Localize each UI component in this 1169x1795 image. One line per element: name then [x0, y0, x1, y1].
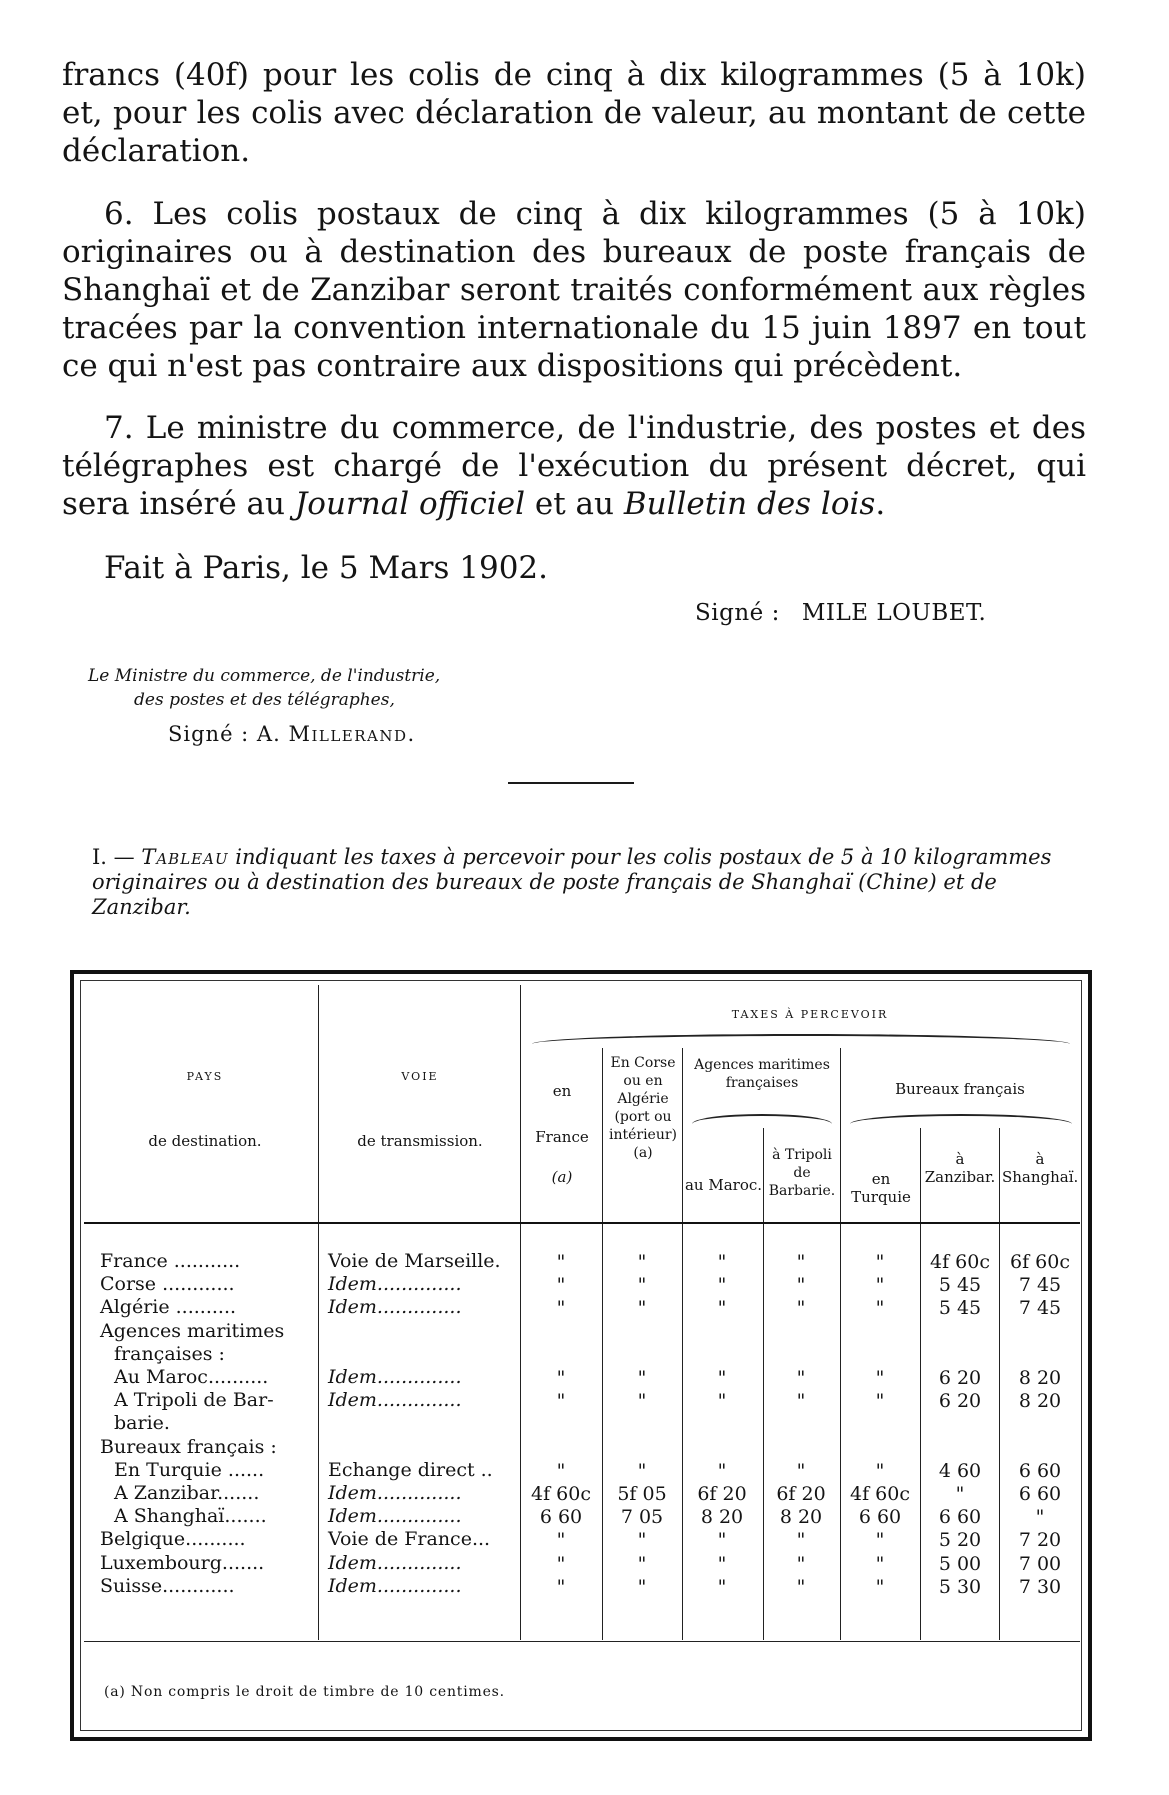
row-label: Au Maroc..........: [114, 1366, 269, 1388]
table-cell: ": [556, 1297, 566, 1320]
table-cell: ": [796, 1274, 806, 1297]
table-cell: 5 00: [938, 1552, 982, 1575]
table-cell: ": [875, 1297, 885, 1320]
table-cell: ": [717, 1274, 727, 1297]
table-cell: 6 60: [1018, 1459, 1062, 1482]
table-cell: 8 20: [779, 1506, 823, 1529]
table-cell: 6 60: [539, 1506, 583, 1529]
table-cell: ": [556, 1459, 566, 1482]
table-cell: 7 00: [1018, 1552, 1062, 1575]
row-label: françaises :: [114, 1342, 225, 1365]
table-cell: ": [556, 1274, 566, 1297]
table-cell: 8 20: [1018, 1390, 1062, 1413]
table-cell: ": [875, 1459, 885, 1482]
col-divider-pays: [318, 985, 319, 1640]
header-maroc: au Maroc.: [684, 1176, 763, 1194]
header-pays-sub: de destination.: [148, 1132, 262, 1150]
table-cell: ": [875, 1274, 885, 1297]
table-cell: ": [796, 1459, 806, 1482]
table-cell: ": [637, 1274, 647, 1297]
table-cell: ": [556, 1251, 566, 1273]
table-cell: 6 20: [938, 1367, 982, 1389]
table-cell: 4f 60c: [930, 1251, 990, 1273]
separator-rule: [508, 782, 634, 784]
row-label: Corse ............: [100, 1273, 235, 1296]
article-7-text-a: 7. Le ministre du commerce, de l'industrie, des postes et des télégraphes est chargé de l'exécution du présent décret, qui sera inséré au: [62, 410, 1086, 522]
table-cell: ": [875, 1529, 885, 1552]
president-signature: [695, 600, 986, 626]
table-cell: ": [637, 1552, 647, 1575]
table-cell: ": [717, 1390, 727, 1413]
header-bottom-rule: [84, 1222, 1080, 1224]
header-france-note: (a): [551, 1168, 573, 1186]
table-cell: ": [796, 1251, 806, 1273]
minister-name: Millerand.: [288, 722, 416, 746]
row-voie: Idem..............: [328, 1574, 462, 1597]
row-label: En Turquie ......: [114, 1458, 265, 1481]
president-name: MILE LOUBET.: [801, 600, 987, 626]
table-cell: 7 30: [1018, 1575, 1062, 1598]
table-cell: ": [637, 1390, 647, 1413]
table-word: Tableau: [141, 845, 229, 869]
table-cell: ": [875, 1251, 885, 1273]
header-voie: VOIE: [401, 1070, 439, 1083]
table-cell: ": [717, 1367, 727, 1389]
col-divider-agences: [840, 1048, 841, 1640]
table-cell: 7 05: [620, 1506, 664, 1529]
table-cell: ": [796, 1367, 806, 1389]
minister-signe-label: Signé : A.: [168, 722, 281, 746]
table-cell: 7 45: [1018, 1297, 1062, 1320]
table-cell: ": [717, 1529, 727, 1552]
article-7-text-c: .: [875, 486, 886, 522]
table-cell: 6 60: [1018, 1483, 1062, 1505]
table-cell: ": [875, 1552, 885, 1575]
header-france: France: [535, 1128, 589, 1146]
row-label: France ...........: [100, 1250, 241, 1272]
row-voie: Idem..............: [328, 1296, 462, 1319]
row-voie: Voie de France...: [328, 1528, 491, 1551]
article-6: [62, 195, 1086, 385]
table-cell: ": [796, 1390, 806, 1413]
header-pays: PAYS: [186, 1070, 224, 1083]
table-cell: 6f 20: [697, 1483, 747, 1505]
table-cell: 7 45: [1018, 1274, 1062, 1297]
table-cell: ": [556, 1552, 566, 1575]
header-corse: En Corse ou en Algérie (port ou intérieur) (a): [608, 1055, 678, 1161]
table-cell: 4f 60c: [531, 1483, 591, 1505]
table-cell: 4 60: [938, 1459, 982, 1482]
row-voie: Idem..............: [328, 1389, 462, 1412]
table-cell: 6 60: [938, 1506, 982, 1529]
col-divider-turquie: [920, 1128, 921, 1640]
header-bureaux: Bureaux français: [895, 1080, 1025, 1098]
paragraph-text: francs (40f) pour les colis de cinq à dix kilogrammes (5 à 10k) et, pour les colis avec déclaration de valeur, au montant de cette déclaration.: [62, 57, 1086, 169]
signe-label: Signé :: [695, 600, 780, 626]
row-label: A Tripoli de Bar-: [114, 1389, 274, 1412]
row-label: barie.: [114, 1412, 170, 1435]
article-6-text: 6. Les colis postaux de cinq à dix kilogrammes (5 à 10k) originaires ou à destination des bureaux de poste français de Shanghaï et de Zanzibar seront traités conformément aux règles tracées par la convention internationale du 15 juin 1897 en tout ce qui n'est pas contraire aux dispositions qui précèdent.: [62, 196, 1086, 384]
col-divider-voie: [520, 985, 521, 1640]
header-turquie: en Turquie: [851, 1170, 911, 1206]
paragraph-continuation: [62, 56, 1086, 170]
table-title: [92, 845, 1082, 920]
table-cell: ": [1035, 1506, 1045, 1529]
table-cell: ": [717, 1459, 727, 1482]
table-cell: 5 20: [938, 1529, 982, 1552]
journal-officiel: Journal officiel: [294, 486, 526, 522]
table-cell: ": [875, 1367, 885, 1389]
table-cell: 4f 60c: [850, 1483, 910, 1505]
row-voie: Echange direct ..: [328, 1458, 493, 1481]
bulletin-des-lois: Bulletin des lois: [623, 486, 876, 522]
col-divider-france: [602, 1048, 603, 1640]
row-label: Suisse............: [100, 1574, 235, 1597]
article-7-text-b: et au: [525, 486, 624, 522]
table-cell: ": [637, 1251, 647, 1273]
row-label: A Zanzibar.......: [114, 1482, 260, 1504]
row-label: A Shanghaï.......: [114, 1505, 267, 1528]
row-voie: Idem..............: [328, 1366, 462, 1388]
row-label: Luxembourg.......: [100, 1551, 265, 1574]
header-taxes: TAXES À PERCEVOIR: [731, 1008, 889, 1021]
table-cell: ": [796, 1575, 806, 1598]
col-divider-corse: [682, 1048, 683, 1640]
table-cell: 7 20: [1018, 1529, 1062, 1552]
table-cell: ": [637, 1459, 647, 1482]
header-shanghai: à Shanghaï.: [1002, 1150, 1079, 1186]
minister-signature: [168, 722, 416, 746]
table-cell: ": [955, 1483, 965, 1505]
table-number: I. —: [92, 845, 135, 869]
table-cell: ": [556, 1390, 566, 1413]
table-cell: ": [717, 1552, 727, 1575]
row-label: Bureaux français :: [100, 1435, 277, 1458]
header-agences: Agences maritimes françaises: [694, 1057, 830, 1091]
row-voie: Voie de Marseille.: [328, 1250, 501, 1272]
table-title-text: indiquant les taxes à percevoir pour les colis postaux de 5 à 10 kilogrammes originaires ou à destination des bureaux de poste français de Shanghaï (Chine) et de Zanzibar.: [92, 845, 1052, 919]
row-label: Agences maritimes: [100, 1319, 285, 1342]
table-cell: ": [637, 1575, 647, 1598]
table-cell: 5f 05: [617, 1483, 667, 1505]
header-tripoli: à Tripoli de Barbarie.: [768, 1147, 836, 1199]
table-cell: ": [637, 1529, 647, 1552]
table-cell: ": [637, 1297, 647, 1320]
table-cell: 6f 60c: [1010, 1251, 1070, 1273]
table-cell: 5 45: [938, 1274, 982, 1297]
table-cell: ": [637, 1367, 647, 1389]
table-cell: 6f 20: [776, 1483, 826, 1505]
minister-title-line-1: Le Ministre du commerce, de l'industrie,: [88, 666, 441, 686]
table-cell: ": [875, 1575, 885, 1598]
table-cell: 8 20: [700, 1506, 744, 1529]
table-cell: 8 20: [1018, 1367, 1062, 1389]
table-cell: 6 60: [858, 1506, 902, 1529]
table-cell: ": [875, 1390, 885, 1413]
row-voie: Idem..............: [328, 1482, 462, 1504]
col-divider-zanzibar: [999, 1128, 1000, 1640]
header-france-top: en: [552, 1082, 572, 1100]
table-cell: ": [556, 1575, 566, 1598]
table-cell: ": [717, 1251, 727, 1273]
row-label: Algérie ..........: [100, 1296, 237, 1319]
body-bottom-rule: [84, 1641, 1080, 1642]
fait-a-paris: Fait à Paris, le 5 Mars 1902.: [104, 550, 548, 586]
table-cell: ": [796, 1529, 806, 1552]
article-7-text: [62, 409, 1086, 523]
table-cell: ": [556, 1367, 566, 1389]
article-7: [62, 409, 1086, 523]
table-cell: ": [796, 1552, 806, 1575]
table-cell: ": [796, 1297, 806, 1320]
table-cell: 6 20: [938, 1390, 982, 1413]
header-voie-sub: de transmission.: [357, 1132, 483, 1150]
table-cell: 5 45: [938, 1297, 982, 1320]
table-cell: 5 30: [938, 1575, 982, 1598]
minister-title-line-2: des postes et des télégraphes,: [134, 690, 395, 710]
table-cell: ": [556, 1529, 566, 1552]
row-label: Belgique..........: [100, 1528, 246, 1551]
table-cell: ": [717, 1575, 727, 1598]
minister-title: [88, 664, 440, 712]
row-voie: Idem..............: [328, 1551, 462, 1574]
row-voie: Idem..............: [328, 1273, 462, 1296]
header-zanzibar: à Zanzibar.: [924, 1150, 996, 1186]
table-cell: ": [717, 1297, 727, 1320]
row-voie: Idem..............: [328, 1505, 462, 1528]
table-footnote: (a) Non compris le droit de timbre de 10 centimes.: [104, 1684, 505, 1700]
